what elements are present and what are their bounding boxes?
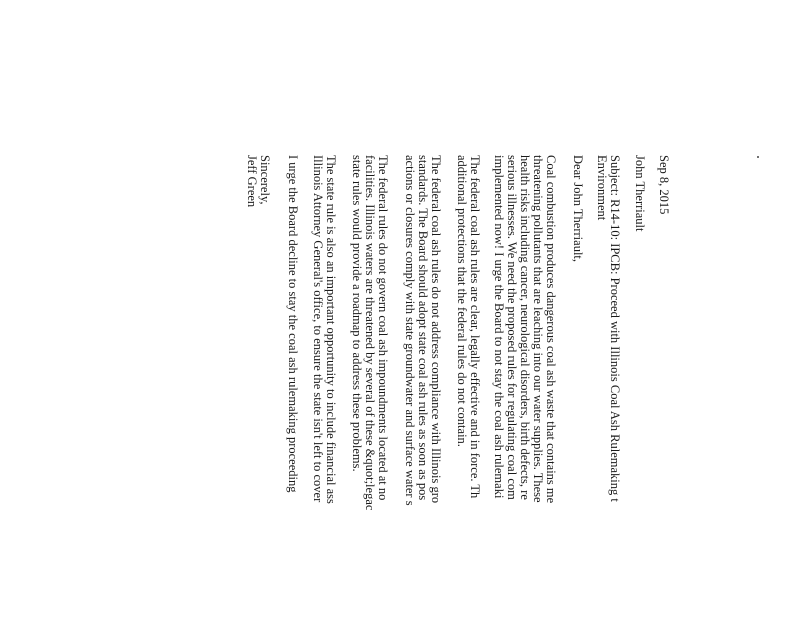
letter-recipient: John Therriault [633,155,647,232]
paragraph-4-line: state rules would provide a roadmap to address these problems. [350,155,364,472]
paragraph-1-line: implemented now! I urge the Board to not stay the coal ash rulemaki [492,155,506,499]
paragraph-3-line: The federal coal ash rules do not address compliance with Illinois gro [429,155,443,504]
paragraph-4-line: The federal rules do not govern coal ash impoundments located at no [376,155,390,501]
paragraph-4-line: facilities. Illinois waters are threatened by several of these &quot;legac [363,155,377,511]
paragraph-1-line: serious illnesses. We need the proposed rules for regulating coal com [505,155,519,500]
paragraph-2-line: additional protections that the federal rules do not contain. [455,155,469,447]
paragraph-3-line: actions or closures comply with state groundwater and surface water s [403,155,417,506]
paragraph-6-line: I urge the Board decline to stay the coal ash rulemaking proceeding [286,155,300,493]
letter-closing: Sincerely, [258,155,272,205]
paragraph-5-line: Illinois Attorney General's office, to ensure the state isn't left to cover [311,155,325,503]
rotated-letter [245,155,671,618]
letter-subject-line-1: Subject: R14-10: IPCB: Proceed with Illinois Coal Ash Rulemaking t [608,155,622,502]
letter-salutation: Dear John Therriault, [571,155,585,263]
paragraph-1-line: Coal combustion produces dangerous coal ash waste that contains me [544,155,558,504]
paragraph-1-line: health risks including cancer, neurological disorders, birth defects, re [518,155,532,500]
letter-subject-line-2: Environment [595,155,609,221]
paragraph-1-line: threatening pollutants that are leaching into our water supplies. These [531,155,545,503]
paragraph-5-line: The state rule is also an important opportunity to include financial ass [324,155,338,504]
scan-speck [757,156,759,158]
letter-date: Sep 8, 2015 [657,155,671,215]
paragraph-2-line: The federal coal ash rules are clear, legally effective and in force. Th [468,155,482,499]
letter-signature: Jeff Green [245,155,259,208]
paragraph-3-line: standards. The Board should adopt state coal ash rules as soon as pos [416,155,430,501]
